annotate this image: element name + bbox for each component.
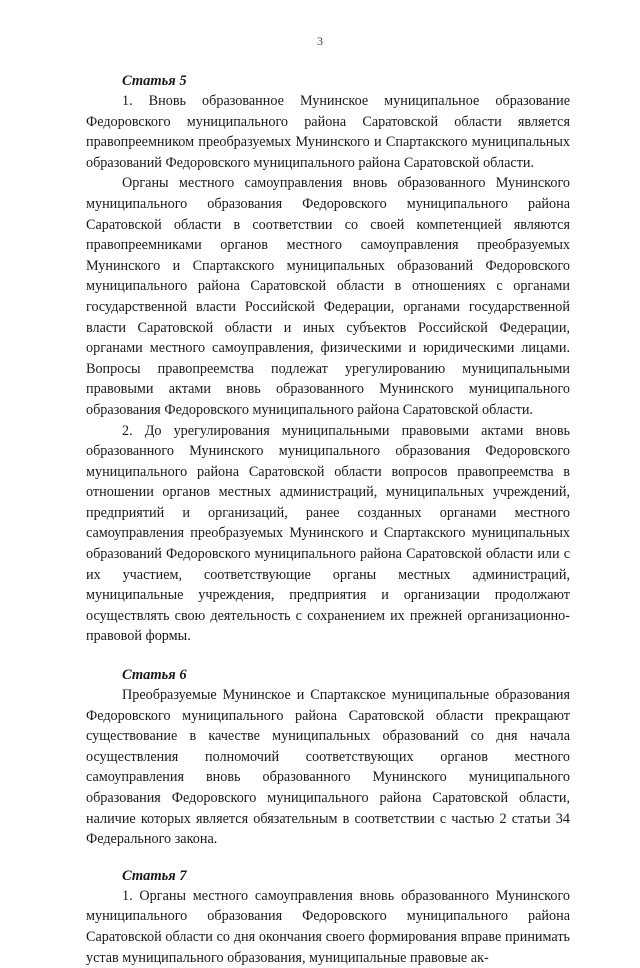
article-6-heading: Статья 6: [122, 667, 187, 684]
article-7-paragraph-1: 1. Органы местного самоуправления вновь образованного Мунинского муниципального образования Федоровского муниципального района Саратовской области со дня окончания своего формирования вправе принимать устав муниципального образования, муниципальные правовые ак-: [86, 887, 570, 966]
article-7-heading: Статья 7: [122, 867, 187, 884]
article-5-paragraph-2: Органы местного самоуправления вновь образованного Мунинского муниципального образования Федоровского муниципального района Саратовской области в соответствии со своей компетенцией являются правопреемниками органов местного самоуправления преобразуемых Мунинского и Спартакского муниципальных образований Федоровского муниципального района Саратовской области в отношениях с органами государственной власти Российской Федерации, органами государственной власти Саратовской области и иных субъектов Российской Федерации, органами местного самоуправления, физическими и юридическими лицами. Вопросы правопреемства подлежат урегулированию муниципальными правовыми актами вновь образованного Мунинского муниципального образования Федоровского муниципального района Саратовской области.: [86, 175, 570, 418]
article-6-paragraph-1: Преобразуемые Мунинское и Спартакское муниципальные образования Федоровского муниципального района Саратовской области прекращают существование в качестве муниципальных образований со дня начала осуществления полномочий соответствующих органов местного самоуправления вновь образованного Мунинского муниципального образования Федоровского муниципального района Саратовской области, наличие которых является обязательным в соответствии с частью 2 статьи 34 Федерального закона.: [86, 687, 570, 848]
article-5-paragraph-3: 2. До урегулирования муниципальными правовыми актами вновь образованного Мунинского муниципального образования Федоровского муниципального района Саратовской области вопросов правопреемства в отношении органов местных администраций, муниципальных учреждений, предприятий и организаций, ранее созданных органами местного самоуправления преобразуемых Мунинского и Спартакского муниципальных образований Федоровского муниципального района Саратовской области или с их участием, соответствующие органы местных администраций, муниципальные учреждения, предприятия и организации продолжают осуществлять свою деятельность с сохранением их прежней организационно-правовой формы.: [86, 422, 570, 645]
section-spacer: [86, 850, 570, 866]
section-spacer: [86, 647, 570, 665]
article-5-paragraph-1: 1. Вновь образованное Мунинское муниципальное образование Федоровского муниципального района Саратовской области является правопреемником преобразуемых Мунинского и Спартакского муниципальных образований Федоровского муниципального района Саратовской области.: [86, 93, 570, 171]
document-body: [86, 71, 570, 968]
article-5-heading: Статья 5: [122, 73, 187, 89]
page-number: 3: [317, 34, 323, 48]
